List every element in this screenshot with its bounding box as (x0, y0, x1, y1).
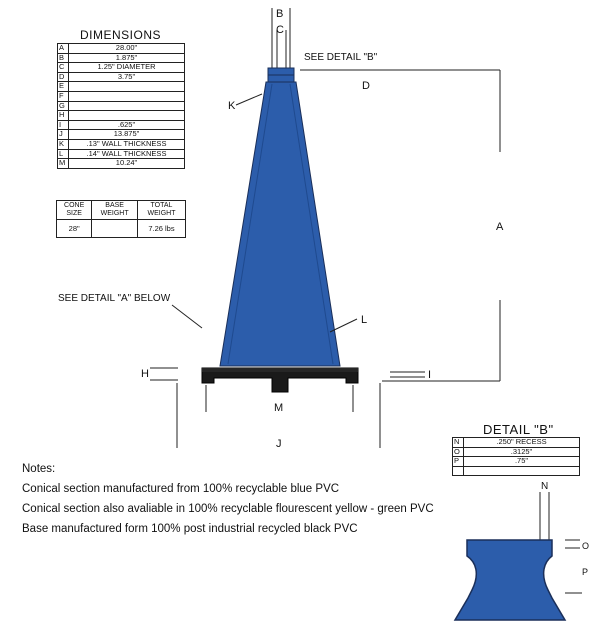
notes (22, 459, 434, 539)
table-row (453, 466, 580, 476)
table-row (58, 63, 185, 73)
label-h: H (141, 368, 149, 380)
label-l: L (361, 314, 368, 326)
row-value: 10.24" (69, 159, 185, 169)
label-b: B (276, 8, 284, 20)
see-detail-a-label: SEE DETAIL "A" BELOW (58, 293, 171, 304)
detail-b-cross-section (455, 540, 565, 620)
cone-body (220, 82, 340, 366)
weights-table (56, 200, 186, 238)
label-k: K (228, 100, 236, 112)
row-value: .625" (69, 120, 185, 130)
table-row (58, 91, 185, 101)
row-key: L (58, 149, 69, 159)
row-key: G (58, 101, 69, 111)
weights-total-weight: 7.26 lbs (137, 220, 185, 238)
weights-header-cone-size: CONE SIZE (57, 201, 92, 220)
dimensions-title: DIMENSIONS (80, 28, 162, 42)
label-p: P (582, 567, 589, 577)
row-value: .75" (464, 457, 580, 467)
notes-line: Conical section also avaliable in 100% recyclable flourescent yellow - green PVC (22, 503, 434, 515)
label-c: C (276, 24, 284, 36)
label-m: M (274, 402, 284, 414)
table-row (58, 101, 185, 111)
label-j: J (276, 438, 282, 450)
table-row (58, 111, 185, 121)
detail-b-title: DETAIL "B" (483, 422, 554, 437)
row-key: D (58, 72, 69, 82)
row-value (69, 101, 185, 111)
weights-header-base-weight: BASE WEIGHT (92, 201, 138, 220)
row-value: .3125" (464, 447, 580, 457)
row-key (453, 466, 464, 476)
row-value (69, 91, 185, 101)
weights-header-total-weight: TOTAL WEIGHT (137, 201, 185, 220)
row-key: I (58, 120, 69, 130)
row-key: C (58, 63, 69, 73)
table-row (58, 130, 185, 140)
row-key: H (58, 111, 69, 121)
label-d: D (362, 80, 370, 92)
row-key: A (58, 44, 69, 54)
table-row (58, 44, 185, 54)
row-key: E (58, 82, 69, 92)
notes-line: Conical section manufactured from 100% recyclable blue PVC (22, 483, 340, 495)
row-key: P (453, 457, 464, 467)
row-value: 28.00" (69, 44, 185, 54)
row-value: 1.25" DIAMETER (69, 63, 185, 73)
row-key: K (58, 139, 69, 149)
row-value (69, 82, 185, 92)
row-key: B (58, 53, 69, 63)
row-key: N (453, 438, 464, 448)
row-value: .14" WALL THICKNESS (69, 149, 185, 159)
label-i: I (428, 369, 432, 381)
table-row (58, 139, 185, 149)
table-row (58, 82, 185, 92)
notes-line: Base manufactured form 100% post industrial recycled black PVC (22, 523, 358, 535)
label-o: O (582, 541, 590, 551)
row-value: 3.75" (69, 72, 185, 82)
table-row (453, 457, 580, 467)
row-value: .250" RECESS (464, 438, 580, 448)
row-key: M (58, 159, 69, 169)
row-value: .13" WALL THICKNESS (69, 139, 185, 149)
row-value (69, 111, 185, 121)
notes-heading: Notes: (22, 463, 56, 475)
row-value (464, 466, 580, 476)
row-value: 13.875" (69, 130, 185, 140)
row-key: F (58, 91, 69, 101)
weights-cone-size: 28" (57, 220, 92, 238)
row-value: 1.875" (69, 53, 185, 63)
dimensions-table (57, 43, 185, 169)
table-row (453, 438, 580, 448)
table-row (58, 159, 185, 169)
label-a: A (496, 221, 504, 233)
see-detail-b-label: SEE DETAIL "B" (304, 52, 378, 63)
label-n: N (541, 481, 549, 492)
row-key: J (58, 130, 69, 140)
table-row (58, 72, 185, 82)
detail-b-table (452, 437, 580, 476)
weights-base-weight (92, 220, 138, 238)
row-key: O (453, 447, 464, 457)
